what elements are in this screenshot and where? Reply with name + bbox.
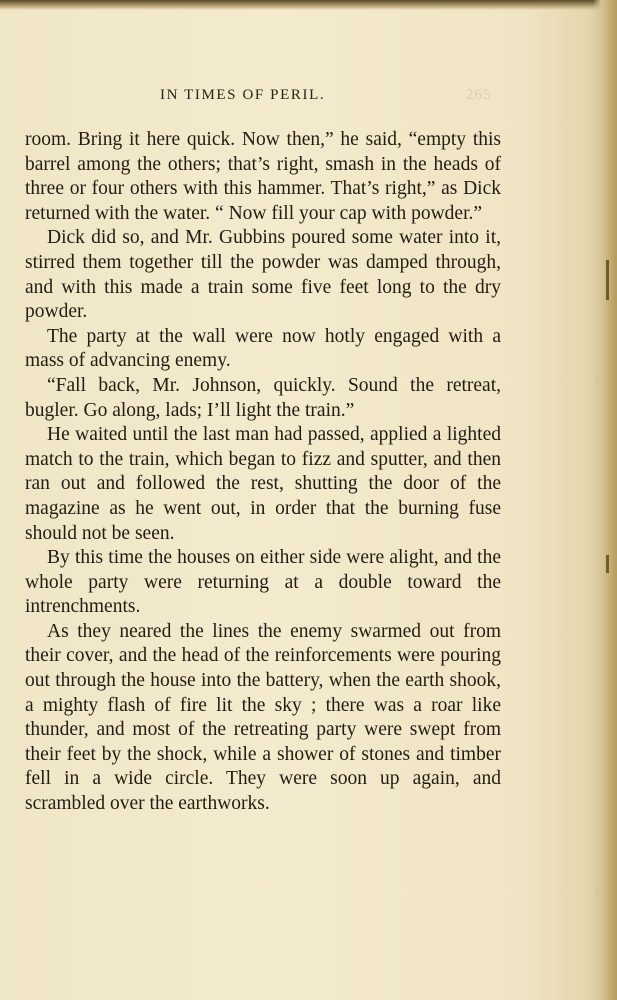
paragraph: As they neared the lines the enemy swarmed out from their cover, and the head of the reinforcements were pouring out through the house into the battery, when the earth shook, a mighty flash of fire lit the sky ; there was a roar like thunder, and most of the retreating party were swept from their feet by the shock, while a shower of stones and timber fell in a wide circle. They were soon up again, and scrambled over the earthworks.: [25, 620, 501, 815]
body-text: [25, 128, 501, 817]
paragraph: Dick did so, and Mr. Gubbins poured some water into it, stirred them together till the powder was damped through, and with this made a train some five feet long to the dry powder.: [25, 227, 501, 323]
running-head: IN TIMES OF PERIL.: [160, 87, 326, 103]
margin-mark: [606, 260, 609, 300]
page-number: 265: [466, 87, 492, 103]
page-edge-shadow: [593, 0, 617, 1000]
paragraph: He waited until the last man had passed, applied a lighted match to the train, which began to fizz and sputter, and then ran out and followed the rest, shutting the door of the magazine as he went out, in order that the burning fuse should not be seen.: [25, 424, 501, 544]
paragraph: room. Bring it here quick. Now then,” he said, “empty this barrel among the others; that’s right, smash in the heads of three or four others with this hammer. That’s right,” as Dick returned with the water. “ Now fill your cap with powder.”: [25, 129, 501, 224]
page-header: [0, 87, 617, 111]
paragraph: By this time the houses on either side were alight, and the whole party were returning at a double toward the intrenchments.: [25, 547, 501, 618]
margin-mark: [606, 555, 609, 573]
paragraph: The party at the wall were now hotly engaged with a mass of advancing enemy.: [25, 325, 501, 372]
paragraph: “Fall back, Mr. Johnson, quickly. Sound the retreat, bugler. Go along, lads; I’ll light the train.”: [25, 374, 501, 421]
page-top-shadow: [0, 0, 617, 10]
